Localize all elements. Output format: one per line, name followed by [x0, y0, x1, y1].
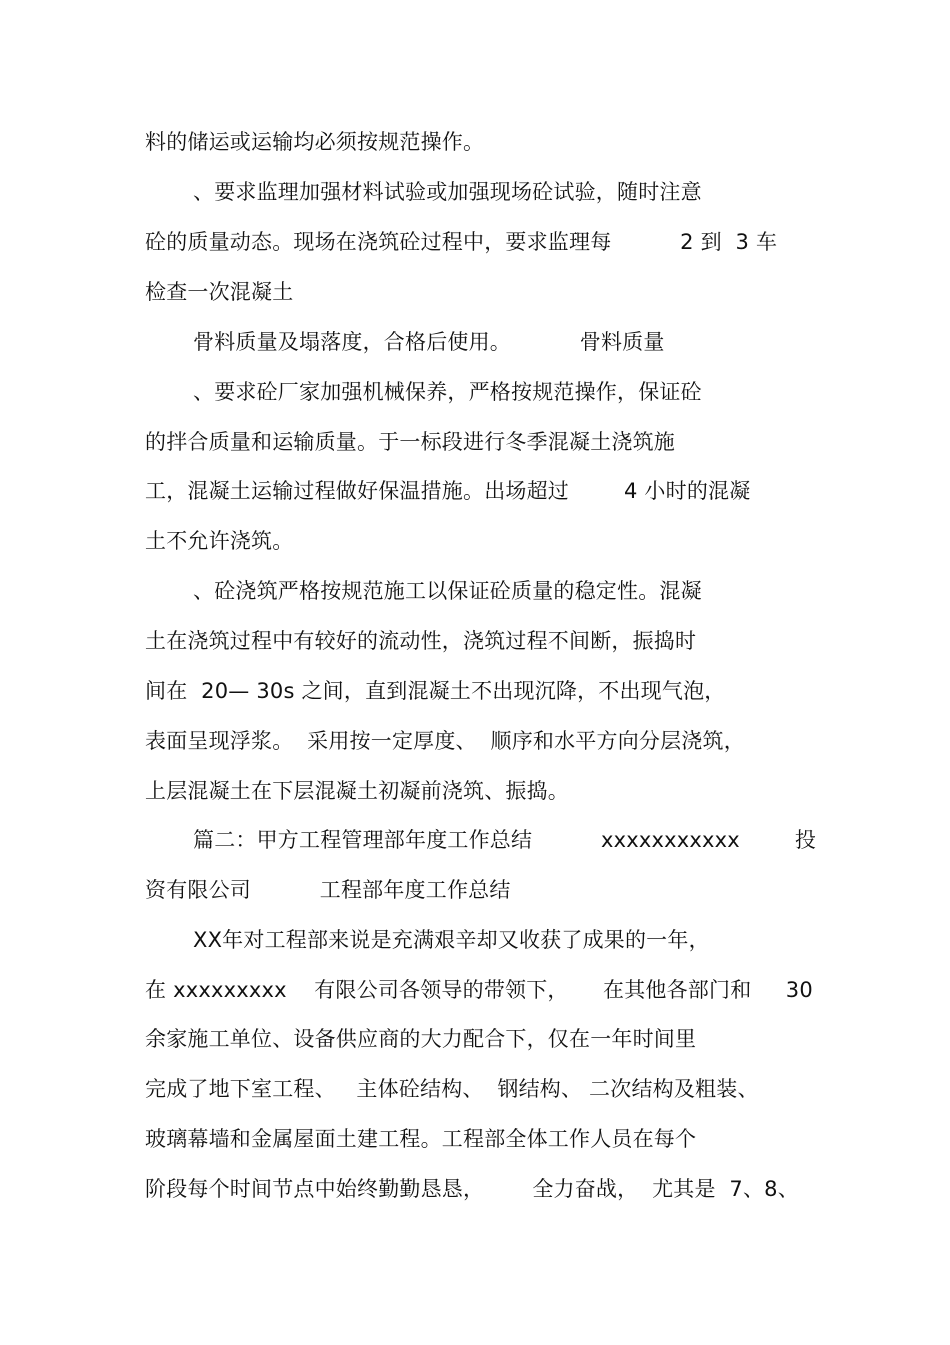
text-line: 土不允许浇筑。 — [145, 529, 294, 553]
text-line: 完成了地下室工程、 主体砼结构、 钢结构、 二次结构及粗装、 — [145, 1077, 759, 1101]
text-line: 工，混凝土运输过程做好保温措施。出场超过 4 小时的混凝 — [145, 479, 751, 503]
section-heading: 篇二：甲方工程管理部年度工作总结 xxxxxxxxxxx 投 — [193, 828, 817, 852]
text-line: 的拌合质量和运输质量。于一标段进行冬季混凝土浇筑施 — [145, 430, 675, 454]
text-line: 阶段每个时间节点中始终勤勤恳恳， 全力奋战， 尤其是 7、8、 — [145, 1177, 799, 1201]
text-line: 料的储运或运输均必须按规范操作。 — [145, 130, 485, 154]
text-line: 土在浇筑过程中有较好的流动性，浇筑过程不间断，振捣时 — [145, 629, 697, 653]
text-line: 间在 20— 30s 之间，直到混凝土不出现沉降，不出现气泡， — [145, 679, 726, 703]
text-line: 砼的质量动态。现场在浇筑砼过程中，要求监理每 2 到 3 车 — [145, 230, 778, 254]
text-line: 、要求监理加强材料试验或加强现场砼试验，随时注意 — [193, 180, 702, 204]
text-line: XX年对工程部来说是充满艰辛却又收获了成果的一年， — [193, 928, 710, 952]
text-line: 骨料质量及塌落度，合格后使用。 骨料质量 — [193, 330, 665, 354]
text-line: 玻璃幕墙和金属屋面土建工程。工程部全体工作人员在每个 — [145, 1127, 697, 1151]
text-line: 、要求砼厂家加强机械保养，严格按规范操作，保证砼 — [193, 380, 702, 404]
text-line: 资有限公司 工程部年度工作总结 — [145, 878, 511, 902]
text-line: 余家施工单位、设备供应商的大力配合下，仅在一年时间里 — [145, 1027, 697, 1051]
text-line: 表面呈现浮浆。 采用按一定厚度、 顺序和水平方向分层浇筑， — [145, 729, 745, 753]
text-line: 检查一次混凝土 — [145, 280, 294, 304]
text-line: 在 xxxxxxxxx 有限公司各领导的带领下， 在其他各部门和 30 — [145, 978, 813, 1002]
text-line: 上层混凝土在下层混凝土初凝前浇筑、振捣。 — [145, 779, 569, 803]
text-line: 、砼浇筑严格按规范施工以保证砼质量的稳定性。混凝 — [193, 579, 702, 603]
